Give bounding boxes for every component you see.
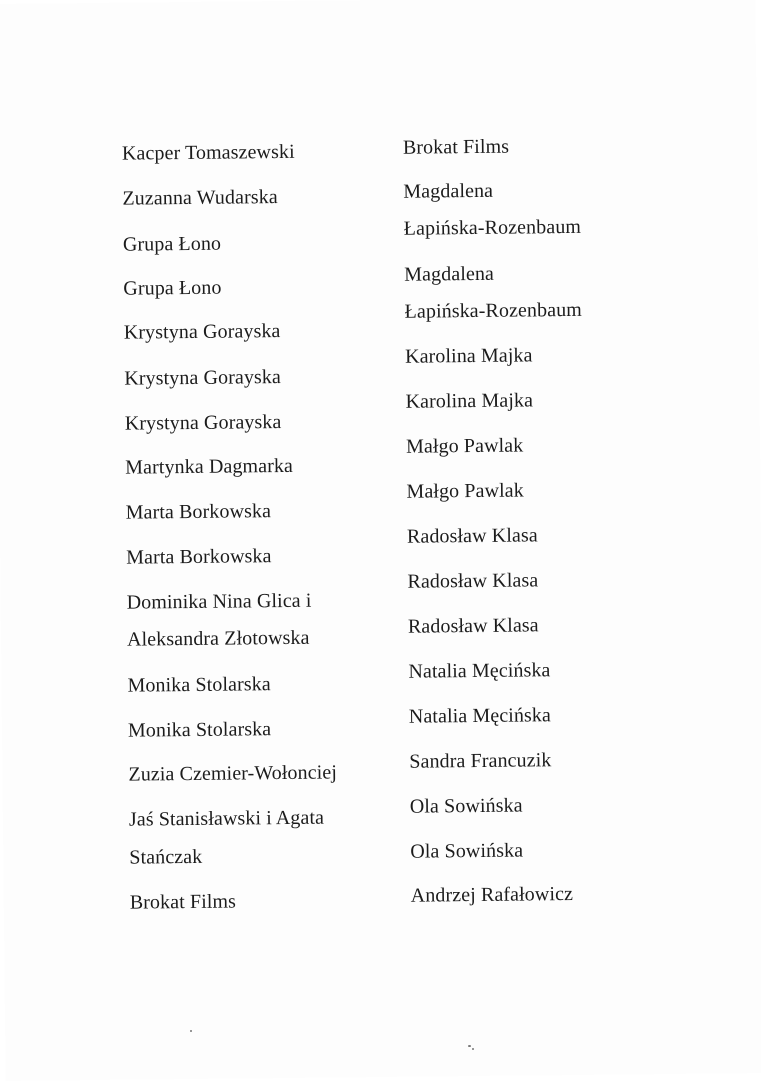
left-name-column — [120, 0, 380, 914]
right-entry: Karolina Majka — [405, 389, 534, 413]
right-entry: Karolina Majka — [404, 344, 533, 368]
right-entry: Natalia Męcińska — [408, 704, 552, 728]
scan-speck — [472, 1048, 474, 1050]
left-entry: Aleksandra Złotowska — [126, 626, 310, 651]
left-entry: Stańczak — [129, 845, 203, 869]
right-entry: Małgo Pawlak — [406, 479, 524, 503]
right-entry: Małgo Pawlak — [405, 434, 524, 458]
left-entry: Dominika Nina Glica i — [126, 589, 312, 614]
left-entry: Krystyna Gorayska — [123, 320, 281, 344]
right-entry: Radosław Klasa — [406, 524, 538, 548]
left-entry: Jaś Stanisławski i Agata — [128, 806, 325, 831]
left-entry: Zuzanna Wudarska — [122, 186, 278, 210]
right-entry: Brokat Films — [402, 135, 510, 159]
left-entry: Kacper Tomaszewski — [121, 140, 295, 165]
scan-speck — [190, 1030, 192, 1032]
left-entry: Grupa Łono — [123, 276, 222, 300]
right-entry: Radosław Klasa — [407, 569, 539, 593]
right-entry: Magdalena — [403, 179, 494, 203]
right-entry: Radosław Klasa — [407, 614, 539, 638]
right-entry: Łapińska-Rozenbaum — [403, 215, 582, 240]
left-entry: Zuzia Czemier-Wołonciej — [128, 761, 338, 786]
right-entry: Magdalena — [404, 262, 495, 286]
left-entry: Krystyna Gorayska — [124, 366, 282, 390]
left-entry: Brokat Films — [129, 890, 237, 914]
left-entry: Marta Borkowska — [125, 500, 272, 524]
left-entry: Monika Stolarska — [127, 673, 271, 697]
right-entry: Ola Sowińska — [410, 839, 524, 863]
right-entry: Natalia Męcińska — [408, 659, 551, 683]
right-entry: Andrzej Rafałowicz — [410, 882, 574, 907]
left-entry: Krystyna Gorayska — [124, 411, 282, 435]
left-entry: Monika Stolarska — [127, 718, 272, 742]
right-entry: Sandra Francuzik — [409, 749, 552, 773]
left-entry: Martynka Dagmarka — [125, 454, 294, 479]
left-entry: Grupa Łono — [122, 232, 222, 256]
right-entry: Ola Sowińska — [409, 794, 523, 818]
right-entry: Łapińska-Rozenbaum — [404, 298, 583, 323]
scan-speck — [468, 1045, 471, 1047]
left-entry: Marta Borkowska — [126, 545, 272, 569]
